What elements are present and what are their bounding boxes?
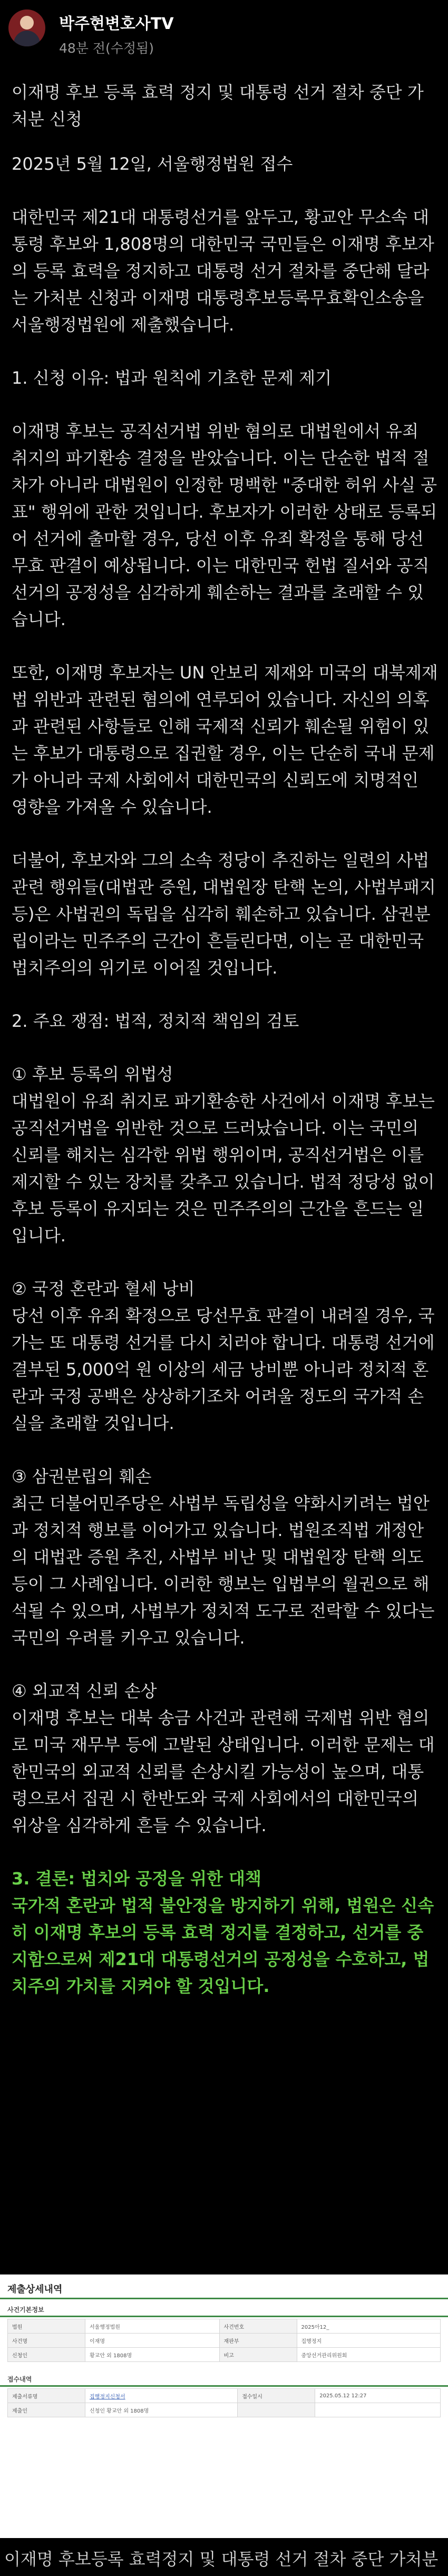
- post-title: 이재명 후보 등록 효력 정지 및 대통령 선거 절차 중단 가처분 신청: [12, 82, 424, 129]
- table-cell: [315, 2403, 441, 2417]
- image-caption: 이재명 후보등록 효력정지 및 대통령 선거 절차 중단 가처분: [4, 2549, 439, 2569]
- subsection-body: 대법원이 유죄 취지로 파기환송한 사건에서 이재명 후보는 공직선거법을 위반한 것으로 드러났습니다. 이는 국민의 신뢰를 해치는 심각한 위법 행위이며, 공직선거법은 이를 제지할 수 있는 장치를 갖추고 있습니다. 법적 정당성 없이 후보 등록이 유지되는 것은 민주주의의 근간을 흔드는 일입니다.: [12, 1091, 435, 1246]
- section1-paragraph: 이재명 후보는 공직선거법 위반 혐의로 대법원에서 유죄 취지의 파기환송 결정을 받았습니다. 이는 단순한 법적 절차가 아니라 대법원이 인정한 명백한 "중대한 허위 사실 공표" 행위에 관한 것입니다. 후보자가 이러한 상태로 등록되어 선거에 출마할 경우, 당선 이후 유죄 확정을 통해 당선무효 판결이 예상됩니다. 이는 대한민국 헌법 질서와 공직선거의 공정성을 심각하게 훼손하는 결과를 초래할 수 있습니다.: [12, 421, 437, 629]
- filing-detail-title: 제출상세내역: [7, 2284, 63, 2295]
- section1-paragraph: 더불어, 후보자와 그의 소속 정당이 추진하는 일련의 사법 관련 행위들(대법관 증원, 대법원장 탄핵 논의, 사법부패지 등)은 사법권의 독립을 심각히 훼손하고 있습니다. 삼권분립이라는 민주주의 근간이 흔들린다면, 이는 곧 대한민국 법치주의의 위기로 이어질 것입니다.: [12, 850, 436, 978]
- table-cell: 중앙선거관리위원회: [297, 2348, 440, 2362]
- conclusion-body: 국가적 혼란과 법적 불안정을 방지하기 위해, 법원은 신속히 이재명 후보의 등록 효력 정지를 결정하고, 선거를 중지함으로써 제21대 대통령선거의 공정성을 수호하고, 법치주의 가치를 지켜야 할 것입니다.: [12, 1895, 434, 1996]
- table-cell: 비고: [219, 2348, 297, 2362]
- table-row: [8, 2348, 441, 2362]
- subsection-heading: ④ 외교적 신뢰 손상: [12, 1681, 157, 1701]
- case-info-heading: 사건기본정보: [7, 2306, 44, 2313]
- divider: [0, 2316, 448, 2317]
- divider: [0, 2298, 448, 2299]
- subsection-body: 최근 더불어민주당은 사법부 독립성을 약화시키려는 법안과 정치적 행보를 이어가고 있습니다. 법원조직법 개정안의 대법관 증원 추진, 사법부 비난 및 대법원장 탄핵 의도 등이 그 사례입니다. 이러한 행보는 입법부의 월권으로 해석될 수 있으며, 사법부가 정치적 도구로 전락할 수 있다는 국민의 우려를 키우고 있습니다.: [12, 1493, 435, 1648]
- table-cell: 이재명: [85, 2334, 220, 2348]
- table-cell: 제출인: [8, 2403, 85, 2417]
- table-cell: 황교안 외 1808명: [85, 2348, 220, 2362]
- subsection-body: 당선 이후 유죄 확정으로 당선무효 판결이 내려질 경우, 국가는 또 대통령 선거를 다시 치러야 합니다. 대통령 선거에 결부된 5,000억 원 이상의 세금 낭비뿐 아니라 정치적 혼란과 국정 공백은 상상하기조차 어려울 정도의 국가적 손실을 초래할 것입니다.: [12, 1306, 435, 1433]
- table-row: [8, 2319, 441, 2334]
- table-cell: 사건번호: [219, 2319, 297, 2334]
- table-cell: 집행정지: [297, 2334, 440, 2348]
- post-header: [0, 0, 448, 66]
- section2-heading: 2. 주요 쟁점: 법적, 정치적 책임의 검토: [12, 1011, 299, 1031]
- post-body: [12, 79, 439, 2000]
- subsection-heading: ③ 삼권분립의 훼손: [12, 1466, 152, 1486]
- table-cell: [238, 2403, 315, 2417]
- table-cell: 사건명: [8, 2334, 85, 2348]
- table-cell: 법원: [8, 2319, 85, 2334]
- table-cell: 접수일시: [238, 2389, 315, 2403]
- divider: [0, 2385, 448, 2387]
- subsection-heading: ① 후보 등록의 위법성: [12, 1064, 173, 1084]
- receipt-table: [7, 2388, 441, 2417]
- table-row: [8, 2403, 441, 2417]
- table-cell: 신청인: [8, 2348, 85, 2362]
- table-cell: 서울행정법원: [85, 2319, 220, 2334]
- avatar-face: [20, 16, 34, 30]
- table-cell: 신청인 황교안 외 1808명: [85, 2403, 238, 2417]
- table-cell: 2025아12_: [297, 2319, 440, 2334]
- avatar[interactable]: [8, 9, 45, 46]
- post-date-line: 2025년 5월 12일, 서울행정법원 접수: [12, 154, 293, 174]
- avatar-body: [14, 31, 40, 46]
- section1-heading: 1. 신청 이유: 법과 원칙에 기초한 문제 제기: [12, 368, 332, 388]
- post-intro: 대한민국 제21대 대통령선거를 앞두고, 황교안 무소속 대통령 후보와 1,808명의 대한민국 국민들은 이재명 후보자의 등록 효력을 정지하고 대통령 선거 절차를 중단해 달라는 가처분 신청과 이재명 대통령후보등록무효확인소송을 서울행정법원에 제출했습니다.: [12, 207, 434, 335]
- table-cell: 재판부: [219, 2334, 297, 2348]
- post-timestamp: 48분 전(수정됨): [59, 41, 154, 56]
- table-cell[interactable]: 집행정지신청서: [85, 2389, 238, 2403]
- subsection-body: 이재명 후보는 대북 송금 사건과 관련해 국제법 위반 혐의로 미국 재무부 등에 고발된 상태입니다. 이러한 문제는 대한민국의 외교적 신뢰를 손상시킬 가능성이 높으며, 대통령으로서 집권 시 한반도와 국제 사회에서의 대한민국의 위상을 심각하게 흔들 수 있습니다.: [12, 1708, 435, 1835]
- case-info-table: [7, 2319, 441, 2362]
- court-filing-screenshot[interactable]: [0, 2274, 448, 2538]
- table-row: [8, 2389, 441, 2403]
- subsection-heading: ② 국정 혼란과 혈세 낭비: [12, 1279, 195, 1299]
- table-cell: 2025.05.12 12:27: [315, 2389, 441, 2403]
- conclusion-heading: 3. 결론: 법치와 공정을 위한 대책: [12, 1869, 261, 1889]
- table-cell: 제출서류명: [8, 2389, 85, 2403]
- section1-paragraph: 또한, 이재명 후보자는 UN 안보리 제재와 미국의 대북제재법 위반과 관련된 혐의에 연루되어 있습니다. 자신의 의혹과 관련된 사항들로 인해 국제적 신뢰가 훼손될 위험이 있는 후보가 대통령으로 집권할 경우, 이는 단순히 국내 문제가 아니라 국제 사회에서 대한민국의 신뢰도에 치명적인 영향을 가져올 수 있습니다.: [12, 663, 438, 817]
- table-row: [8, 2334, 441, 2348]
- receipt-heading: 접수내역: [7, 2376, 32, 2383]
- channel-name[interactable]: 박주현변호사TV: [59, 15, 174, 33]
